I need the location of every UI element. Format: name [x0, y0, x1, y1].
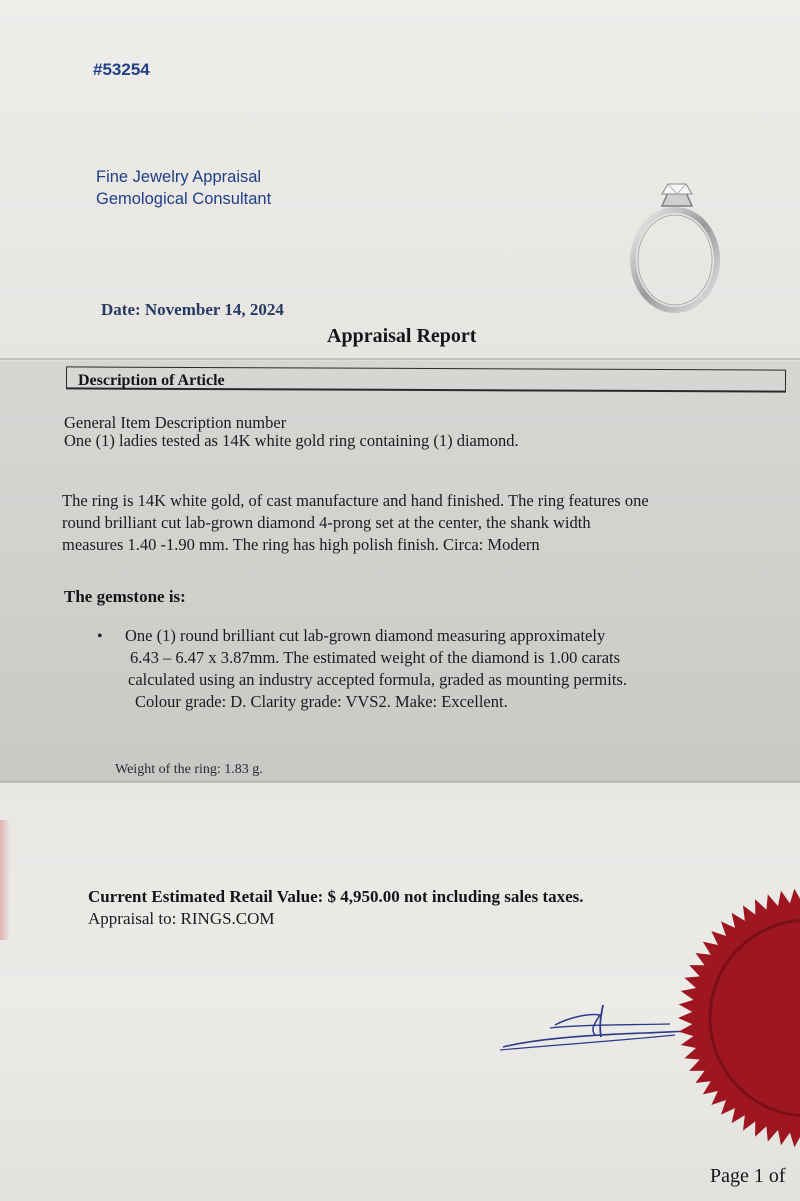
gemstone-line: calculated using an industry accepted formula, graded as mounting permits. — [128, 670, 627, 689]
gemstone-line: One (1) round brilliant cut lab-grown diamond measuring approximately — [125, 626, 606, 645]
appraised-to: Appraisal to: RINGS.COM — [88, 909, 275, 928]
company-line-2: Gemological Consultant — [96, 190, 272, 208]
gemstone-line: Colour grade: D. Clarity grade: VVS2. Make: Excellent. — [135, 692, 508, 711]
retail-value: Current Estimated Retail Value: $ 4,950.00 not including sales taxes. — [88, 887, 584, 906]
section-title: Description of Article — [78, 372, 225, 389]
ring-weight: Weight of the ring: 1.83 g. — [115, 762, 263, 777]
gemstone-heading: The gemstone is: — [64, 587, 186, 606]
ring-description-line: measures 1.40 -1.90 mm. The ring has high polish finish. Circa: Modern — [62, 535, 540, 554]
paper-fold — [0, 780, 800, 783]
signature — [495, 995, 695, 1065]
gemstone-details — [125, 625, 765, 713]
gemstone-line: 6.43 – 6.47 x 3.87mm. The estimated weight of the diamond is 1.00 carats — [130, 648, 621, 667]
paper-fold — [0, 358, 800, 360]
report-title: Appraisal Report — [327, 325, 477, 347]
report-date: Date: November 14, 2024 — [101, 300, 284, 319]
company-line-1: Fine Jewelry Appraisal — [96, 168, 262, 186]
document-number: #53254 — [93, 60, 150, 79]
page-number: Page 1 of — [710, 1165, 786, 1187]
ring-description — [62, 490, 782, 556]
red-seal — [668, 888, 800, 1158]
general-item-description: One (1) ladies tested as 14K white gold ring containing (1) diamond. — [64, 431, 519, 450]
general-item-label: General Item Description number — [64, 413, 287, 432]
ring-icon — [620, 170, 730, 320]
seal-shape — [678, 888, 800, 1148]
ring-description-line: round brilliant cut lab-grown diamond 4-prong set at the center, the shank width — [62, 513, 591, 532]
bullet-icon: • — [97, 628, 103, 645]
edge-shadow — [0, 820, 10, 940]
company-name — [96, 166, 271, 210]
ring-description-line: The ring is 14K white gold, of cast manufacture and hand finished. The ring features one — [62, 491, 649, 510]
